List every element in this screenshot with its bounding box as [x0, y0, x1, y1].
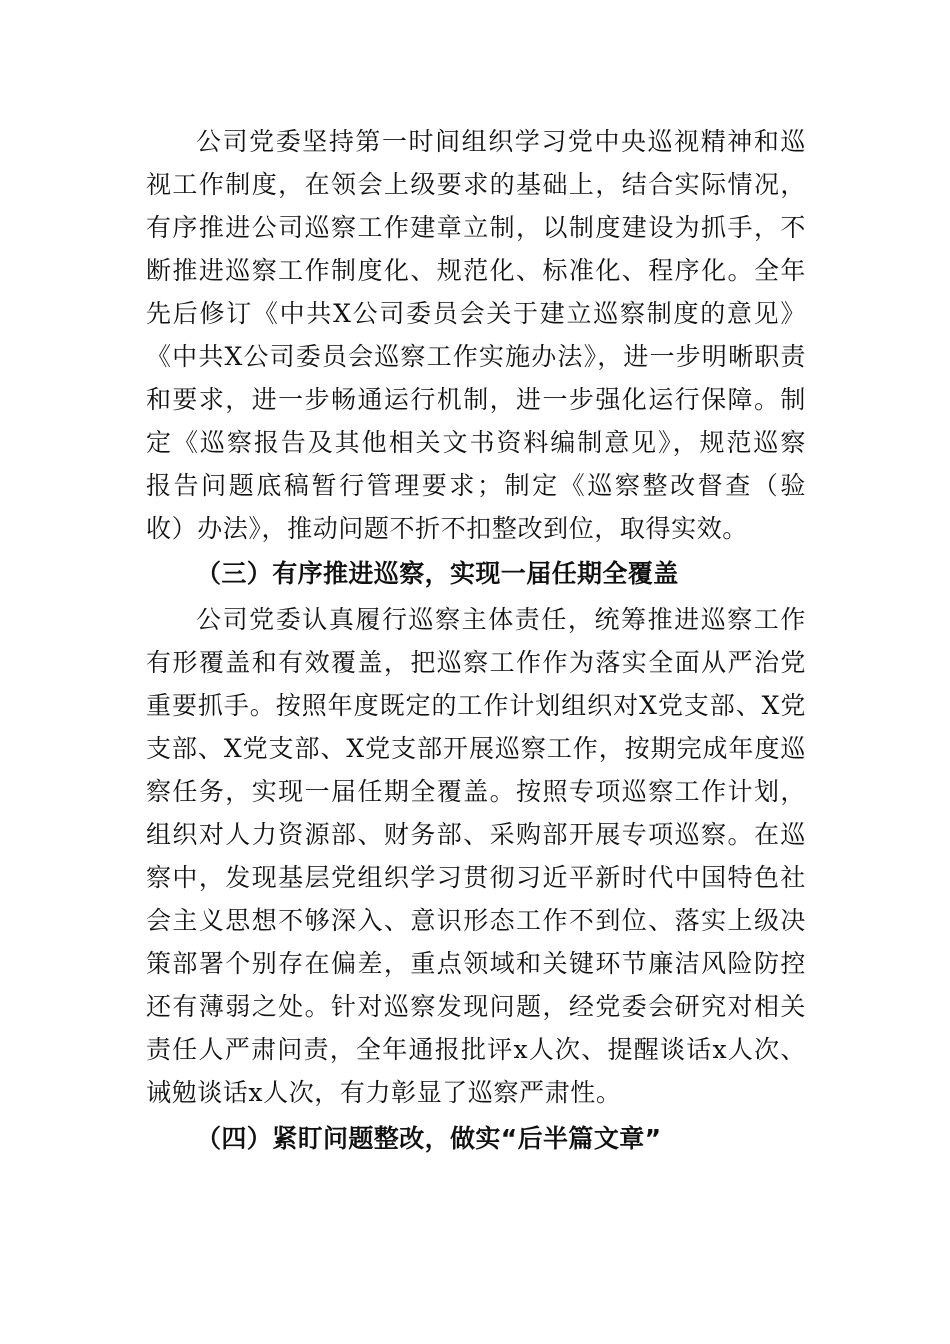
paragraph-2-line-5: 察任务，实现一届任期全覆盖。按照专项巡察工作计划，	[146, 777, 806, 806]
paragraph-2-line-9: 策部署个别存在偏差，重点领域和关键环节廉洁风险防控	[146, 949, 806, 978]
paragraph-2-line-7: 察中，发现基层党组织学习贯彻习近平新时代中国特色社	[146, 863, 806, 892]
paragraph-1-line-5: 先后修订《中共X公司委员会关于建立巡察制度的意见》	[146, 299, 806, 328]
paragraph-2-line-10: 还有薄弱之处。针对巡察发现问题，经党委会研究对相关	[146, 992, 806, 1021]
paragraph-2-line-6: 组织对人力资源部、财务部、采购部开展专项巡察。在巡	[146, 820, 806, 849]
paragraph-1-line-10: 收）办法》，推动问题不折不扣整改到位，取得实效。	[146, 514, 748, 543]
section-heading-3: （三）有序推进巡察，实现一届任期全覆盖	[196, 559, 679, 588]
paragraph-1-line-7: 和要求，进一步畅通运行机制，进一步强化运行保障。制	[146, 385, 806, 414]
paragraph-2-line-8: 会主义思想不够深入、意识形态工作不到位、落实上级决	[146, 906, 806, 935]
paragraph-2-line-4: 支部、X党支部、X党支部开展巡察工作，按期完成年度巡	[146, 734, 806, 763]
paragraph-2-line-11: 责任人严肃问责，全年通报批评x人次、提醒谈话x人次、	[146, 1035, 806, 1064]
paragraph-1-line-1: 公司党委坚持第一时间组织学习党中央巡视精神和巡	[196, 127, 806, 156]
paragraph-1-line-4: 断推进巡察工作制度化、规范化、标准化、程序化。全年	[146, 256, 806, 285]
paragraph-1-line-6: 《中共X公司委员会巡察工作实施办法》，进一步明晰职责	[146, 342, 806, 371]
paragraph-2-line-3: 重要抓手。按照年度既定的工作计划组织对X党支部、X党	[146, 691, 806, 720]
paragraph-1-line-2: 视工作制度，在领会上级要求的基础上，结合实际情况，	[146, 170, 806, 199]
paragraph-2-line-12: 诫勉谈话x人次，有力彰显了巡察严肃性。	[146, 1078, 622, 1107]
section-heading-4: （四）紧盯问题整改，做实“后半篇文章”	[196, 1124, 662, 1153]
paragraph-2-line-1: 公司党委认真履行巡察主体责任，统筹推进巡察工作	[196, 605, 806, 634]
paragraph-2-line-2: 有形覆盖和有效覆盖，把巡察工作作为落实全面从严治党	[146, 648, 806, 677]
paragraph-1-line-9: 报告问题底稿暂行管理要求；制定《巡察整改督查（验	[146, 471, 806, 500]
paragraph-1-line-3: 有序推进公司巡察工作建章立制，以制度建设为抓手，不	[146, 213, 806, 242]
paragraph-1-line-8: 定《巡察报告及其他相关文书资料编制意见》，规范巡察	[146, 428, 806, 457]
